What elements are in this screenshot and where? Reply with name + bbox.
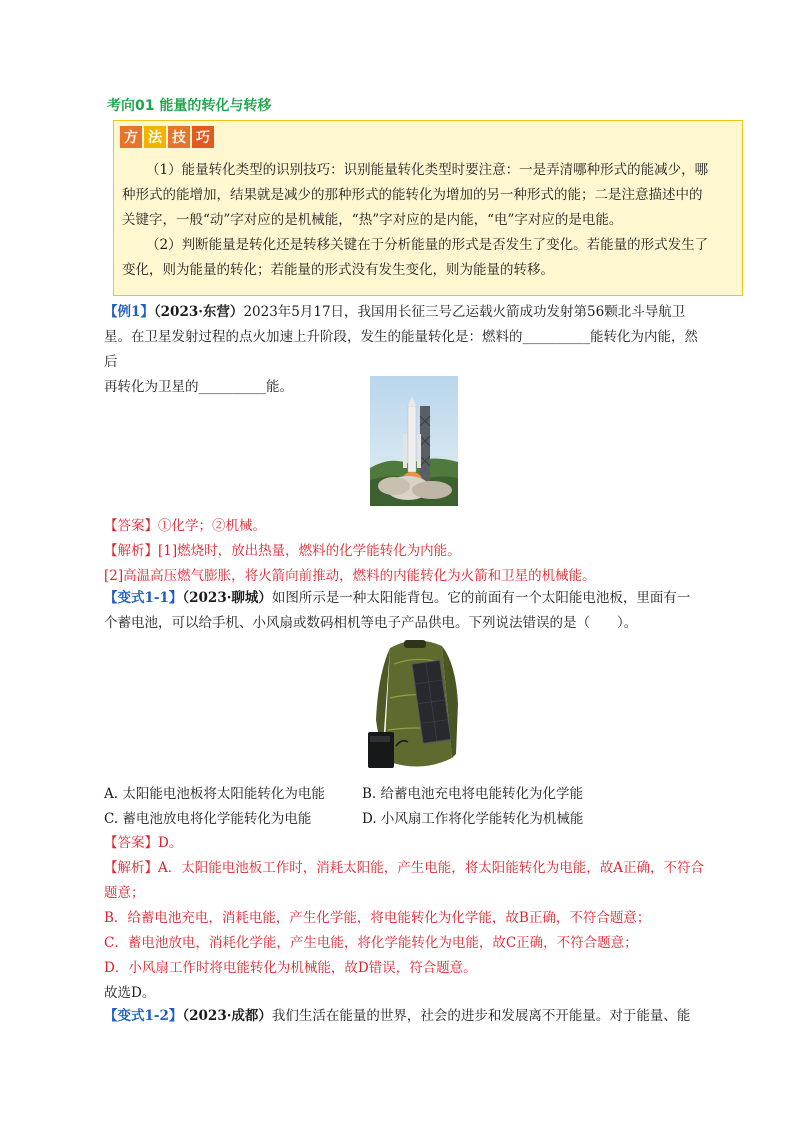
analysis-text: B．给蓄电池充电，消耗电能，产生化学能，将电能转化为化学能，故B正确，不符合题意； bbox=[104, 910, 651, 926]
text-line: （1）能量转化类型的识别技巧：识别能量转化类型时要注意：一是弄清哪种形式的能减少，哪 bbox=[146, 162, 709, 178]
method-tips-badges bbox=[120, 126, 214, 148]
example-1-answer-block bbox=[104, 514, 709, 589]
text-line: 如图所示是一种太阳能背包。它的前面有一个太阳能电池板，里面有一 bbox=[271, 590, 691, 606]
variant-tag: 【变式1-2】 bbox=[104, 1008, 183, 1024]
tips-paragraph-2 bbox=[122, 233, 734, 283]
example-tag: 【例1】 bbox=[104, 304, 154, 320]
section-title: 考向01 能量的转化与转移 bbox=[107, 98, 272, 114]
text-line: 变化，则为能量的转化；若能量的形式没有发生变化，则为能量的转移。 bbox=[122, 262, 554, 278]
text-line: 种形式的能增加，结果就是减少的那种形式的能转化为增加的另一种形式的能；二是注意描述中的 bbox=[122, 187, 703, 203]
analysis-text: 【解析】A．太阳能电池板工作时，消耗太阳能，产生电能，将太阳能转化为电能，故A正确，不符合 bbox=[104, 860, 704, 876]
text-line: 2023年5月17日，我国用长征三号乙运载火箭成功发射第56颗北斗导航卫 bbox=[243, 304, 686, 320]
analysis-text: 题意； bbox=[104, 885, 145, 901]
option-a: A. 太阳能电池板将太阳能转化为电能 bbox=[104, 786, 325, 802]
example-source: （2023·东营） bbox=[153, 304, 244, 320]
option-d: D. 小风扇工作将化学能转化为机械能 bbox=[362, 811, 584, 827]
option-c: C. 蓄电池放电将化学能转化为电能 bbox=[104, 811, 312, 827]
option-b: B. 给蓄电池充电将电能转化为化学能 bbox=[362, 786, 584, 802]
analysis-text: C．蓄电池放电，消耗化学能，产生电能，将化学能转化为电能，故C正确，不符合题意； bbox=[104, 935, 638, 951]
tips-paragraph-1 bbox=[122, 158, 734, 233]
badge-char: 方 bbox=[120, 126, 142, 148]
analysis-text: 【解析】[1]燃烧时，放出热量，燃料的化学能转化为内能。 bbox=[104, 543, 461, 559]
text-line: 星。在卫星发射过程的点火加速上升阶段，发生的能量转化是：燃料的__________能转化为内能，然后 bbox=[104, 329, 698, 370]
answer-text: 【答案】D。 bbox=[104, 835, 183, 851]
variant-source: （2023·聊城） bbox=[182, 590, 272, 606]
variant-source: （2023·成都） bbox=[182, 1008, 272, 1024]
badge-char: 技 bbox=[168, 126, 190, 148]
variant-1-1-question bbox=[104, 586, 709, 636]
text-line: 我们生活在能量的世界，社会的进步和发展离不开能量。对于能量、能 bbox=[271, 1008, 691, 1024]
text-line: 个蓄电池，可以给手机、小风扇或数码相机等电子产品供电。下列说法错误的是（ ）。 bbox=[104, 615, 638, 631]
rocket-launch-image bbox=[370, 376, 458, 506]
answer-text: 【答案】①化学；②机械。 bbox=[104, 518, 266, 534]
analysis-text: D．小风扇工作时将电能转化为机械能，故D错误，符合题意。 bbox=[104, 960, 477, 976]
variant-tag: 【变式1-1】 bbox=[104, 590, 183, 606]
variant-1-1-answer-block bbox=[104, 831, 709, 981]
variant-1-2-question bbox=[104, 1004, 709, 1029]
text-line: 再转化为卫星的__________能。 bbox=[104, 379, 293, 395]
badge-char: 巧 bbox=[192, 126, 214, 148]
solar-backpack-image bbox=[360, 634, 470, 780]
text-line: 关键字，一般“动”字对应的是机械能，“热”字对应的是内能，“电”字对应的是电能。 bbox=[122, 212, 623, 228]
badge-char: 法 bbox=[144, 126, 166, 148]
variant-1-1-conclusion: 故选D。 bbox=[104, 985, 156, 1001]
text-line: （2）判断能量是转化还是转移关键在于分析能量的形式是否发生了变化。若能量的形式发生了 bbox=[146, 237, 709, 253]
analysis-text: [2]高温高压燃气膨胀，将火箭向前推动，燃料的内能转化为火箭和卫星的机械能。 bbox=[104, 568, 596, 584]
